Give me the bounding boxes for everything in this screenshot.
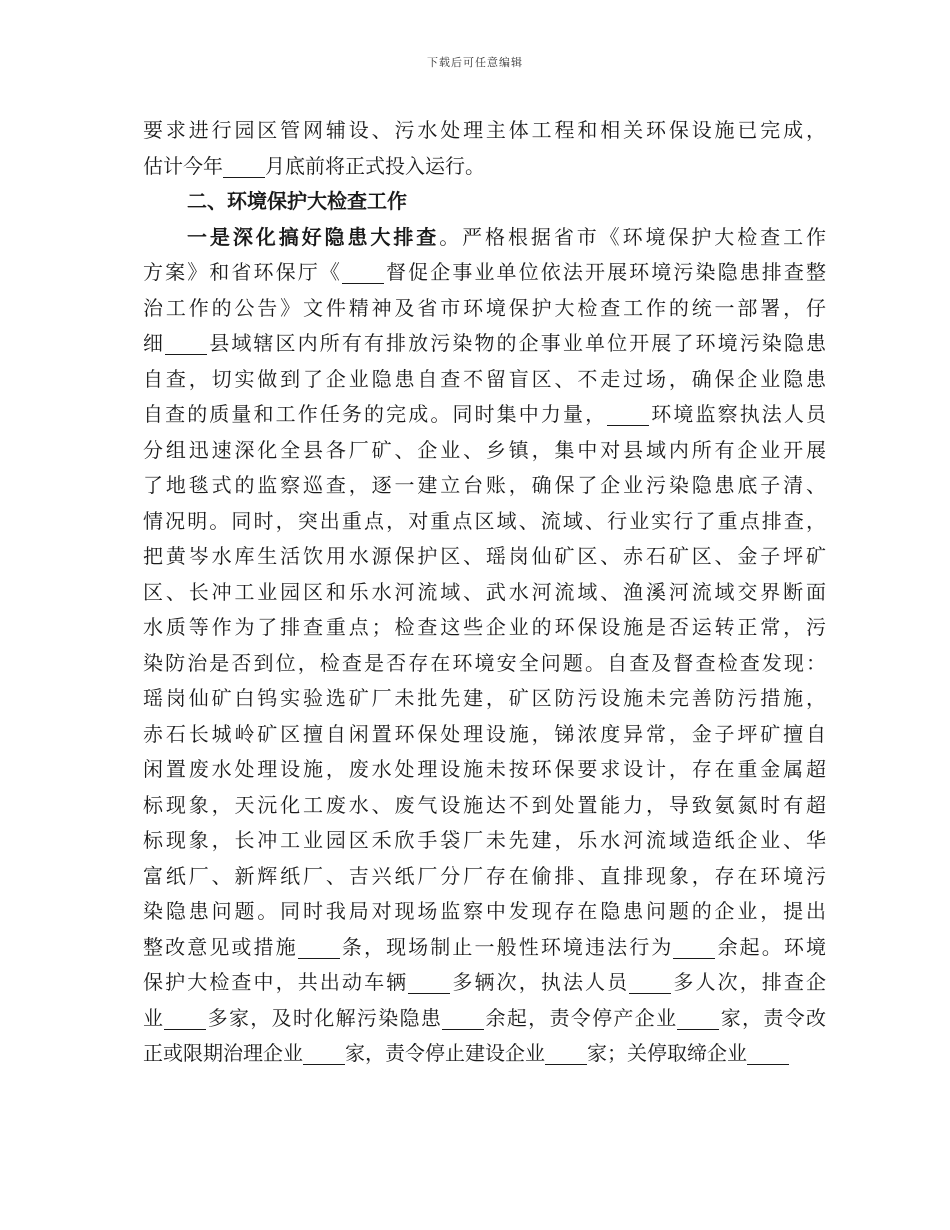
text-line [143, 504, 826, 540]
text-segment: 自查的质量和工作任务的完成。同时集中力量， [143, 402, 608, 426]
text-segment: 细 [143, 331, 166, 355]
fill-in-blank [442, 1007, 484, 1030]
text-segment: 标现象，天沅化工废水、废气设施达不到处置能力，导致氨氮时有超 [143, 792, 826, 817]
section-heading [143, 184, 826, 220]
text-line [143, 468, 826, 504]
text-segment: 多家，及时化解污染隐患 [206, 1005, 443, 1030]
text-line [143, 610, 826, 646]
text-segment: 家，责令改 [719, 1005, 826, 1030]
text-segment: 条，现场制止一般性环境违法行为 [339, 934, 674, 959]
text-line [143, 646, 826, 682]
text-segment: 余起，责令停产企业 [484, 1005, 678, 1030]
text-segment: 业 [143, 1005, 165, 1030]
fill-in-blank [223, 155, 265, 178]
fill-in-blank [303, 1042, 345, 1065]
text-line [143, 113, 826, 149]
text-line [143, 894, 826, 930]
text-line [143, 752, 826, 788]
text-segment: 多辆次，执法人员 [450, 970, 630, 994]
text-segment: 瑶岗仙矿白钨实验选矿厂未批先建，矿区防污设施未完善防污措施， [143, 686, 826, 710]
text-segment: 多人次，排查企 [671, 970, 826, 994]
text-segment: 染隐患问题。同时我局对现场监察中发现存在隐患问题的企业，提出 [143, 899, 826, 923]
text-segment: 正或限期治理企业 [143, 1041, 303, 1065]
body-text [143, 113, 826, 1072]
text-segment: 了地毯式的监察巡查，逐一建立台账，确保了企业污染隐患底子清、 [143, 473, 826, 497]
text-line [143, 433, 826, 469]
text-line [143, 539, 826, 575]
fill-in-blank [164, 1007, 206, 1030]
text-line [143, 788, 826, 824]
text-line [143, 397, 826, 433]
text-line [143, 965, 826, 1001]
text-segment: 要求进行园区管网辅设、污水处理主体工程和相关环保设施已完成， [143, 118, 826, 142]
text-segment: 富纸厂、新辉纸厂、吉兴纸厂分厂存在偷排、直排现象，存在环境污 [143, 863, 826, 888]
text-segment: 保护大检查中，共出动车辆 [143, 970, 409, 994]
fill-in-blank [408, 971, 450, 994]
text-line [143, 149, 826, 185]
text-line [143, 326, 826, 362]
fill-in-blank [298, 936, 340, 959]
text-line [143, 681, 826, 717]
text-segment: 分组迅速深化全县各厂矿、企业、乡镇，集中对县域内所有企业开展 [143, 437, 826, 462]
text-line [143, 575, 826, 611]
text-segment: 把黄岑水库生活饮用水源保护区、瑶岗仙矿区、赤石矿区、金子坪矿 [143, 544, 826, 568]
text-segment: 水质等作为了排查重点；检查这些企业的环保设施是否运转正常，污 [143, 615, 826, 639]
text-line [143, 930, 826, 966]
text-segment: 治工作的公告》文件精神及省市环境保护大检查工作的统一部署，仔 [143, 295, 826, 320]
fill-in-blank [165, 332, 207, 355]
fill-in-blank [545, 1042, 587, 1065]
text-line [143, 362, 826, 398]
text-segment: 整改意见或措施 [143, 934, 298, 959]
section-heading-text: 二、环境保护大检查工作 [187, 189, 407, 213]
text-line [143, 255, 826, 291]
text-segment: 估计今年 [143, 153, 223, 178]
fill-in-blank [607, 403, 649, 426]
text-line [143, 823, 826, 859]
text-segment: 月底前将正式投入运行。 [265, 153, 485, 178]
text-line [143, 859, 826, 895]
text-segment: 家，责令停止建设企业 [345, 1041, 545, 1065]
text-line [143, 291, 826, 327]
fill-in-blank [342, 261, 384, 284]
text-segment: 督促企事业单位依法开展环境污染隐患排查整 [383, 260, 826, 284]
text-segment: 。严格根据省市《环境保护大检查工作 [439, 224, 826, 249]
text-segment: 染防治是否到位，检查是否存在环境安全问题。自查及督查检查发现： [143, 650, 826, 675]
page-header: 下载后可任意编辑 [427, 56, 523, 69]
text-line [143, 1036, 826, 1072]
fill-in-blank [747, 1042, 789, 1065]
text-segment: 闲置废水处理设施，废水处理设施未按环保要求设计，存在重金属超 [143, 757, 826, 781]
text-line [143, 717, 826, 753]
text-line [143, 1001, 826, 1037]
fill-in-blank [629, 971, 671, 994]
text-line [143, 220, 826, 256]
fill-in-blank [673, 936, 715, 959]
text-segment: 情况明。同时，突出重点，对重点区域、流域、行业实行了重点排查， [143, 508, 826, 533]
text-segment: 家；关停取缔企业 [587, 1041, 747, 1065]
text-segment: 方案》和省环保厅《 [143, 260, 342, 284]
fill-in-blank [677, 1007, 719, 1030]
text-segment: 余起。环境 [715, 934, 826, 959]
bold-lead-text: 一是深化搞好隐患大排查 [187, 224, 440, 249]
text-segment: 区、长冲工业园区和乐水河流域、武水河流域、渔溪河流域交界断面 [143, 579, 826, 604]
text-segment: 赤石长城岭矿区擅自闲置环保处理设施，锑浓度异常，金子坪矿擅自 [143, 721, 826, 746]
text-segment: 自查，切实做到了企业隐患自查不留盲区、不走过场，确保企业隐患 [143, 366, 826, 391]
text-segment: 环境监察执法人员 [649, 402, 826, 426]
text-segment: 县域辖区内所有有排放污染物的企事业单位开展了环境污染隐患 [207, 331, 826, 355]
text-segment: 标现象，长冲工业园区禾欣手袋厂未先建，乐水河流域造纸企业、华 [143, 828, 826, 852]
